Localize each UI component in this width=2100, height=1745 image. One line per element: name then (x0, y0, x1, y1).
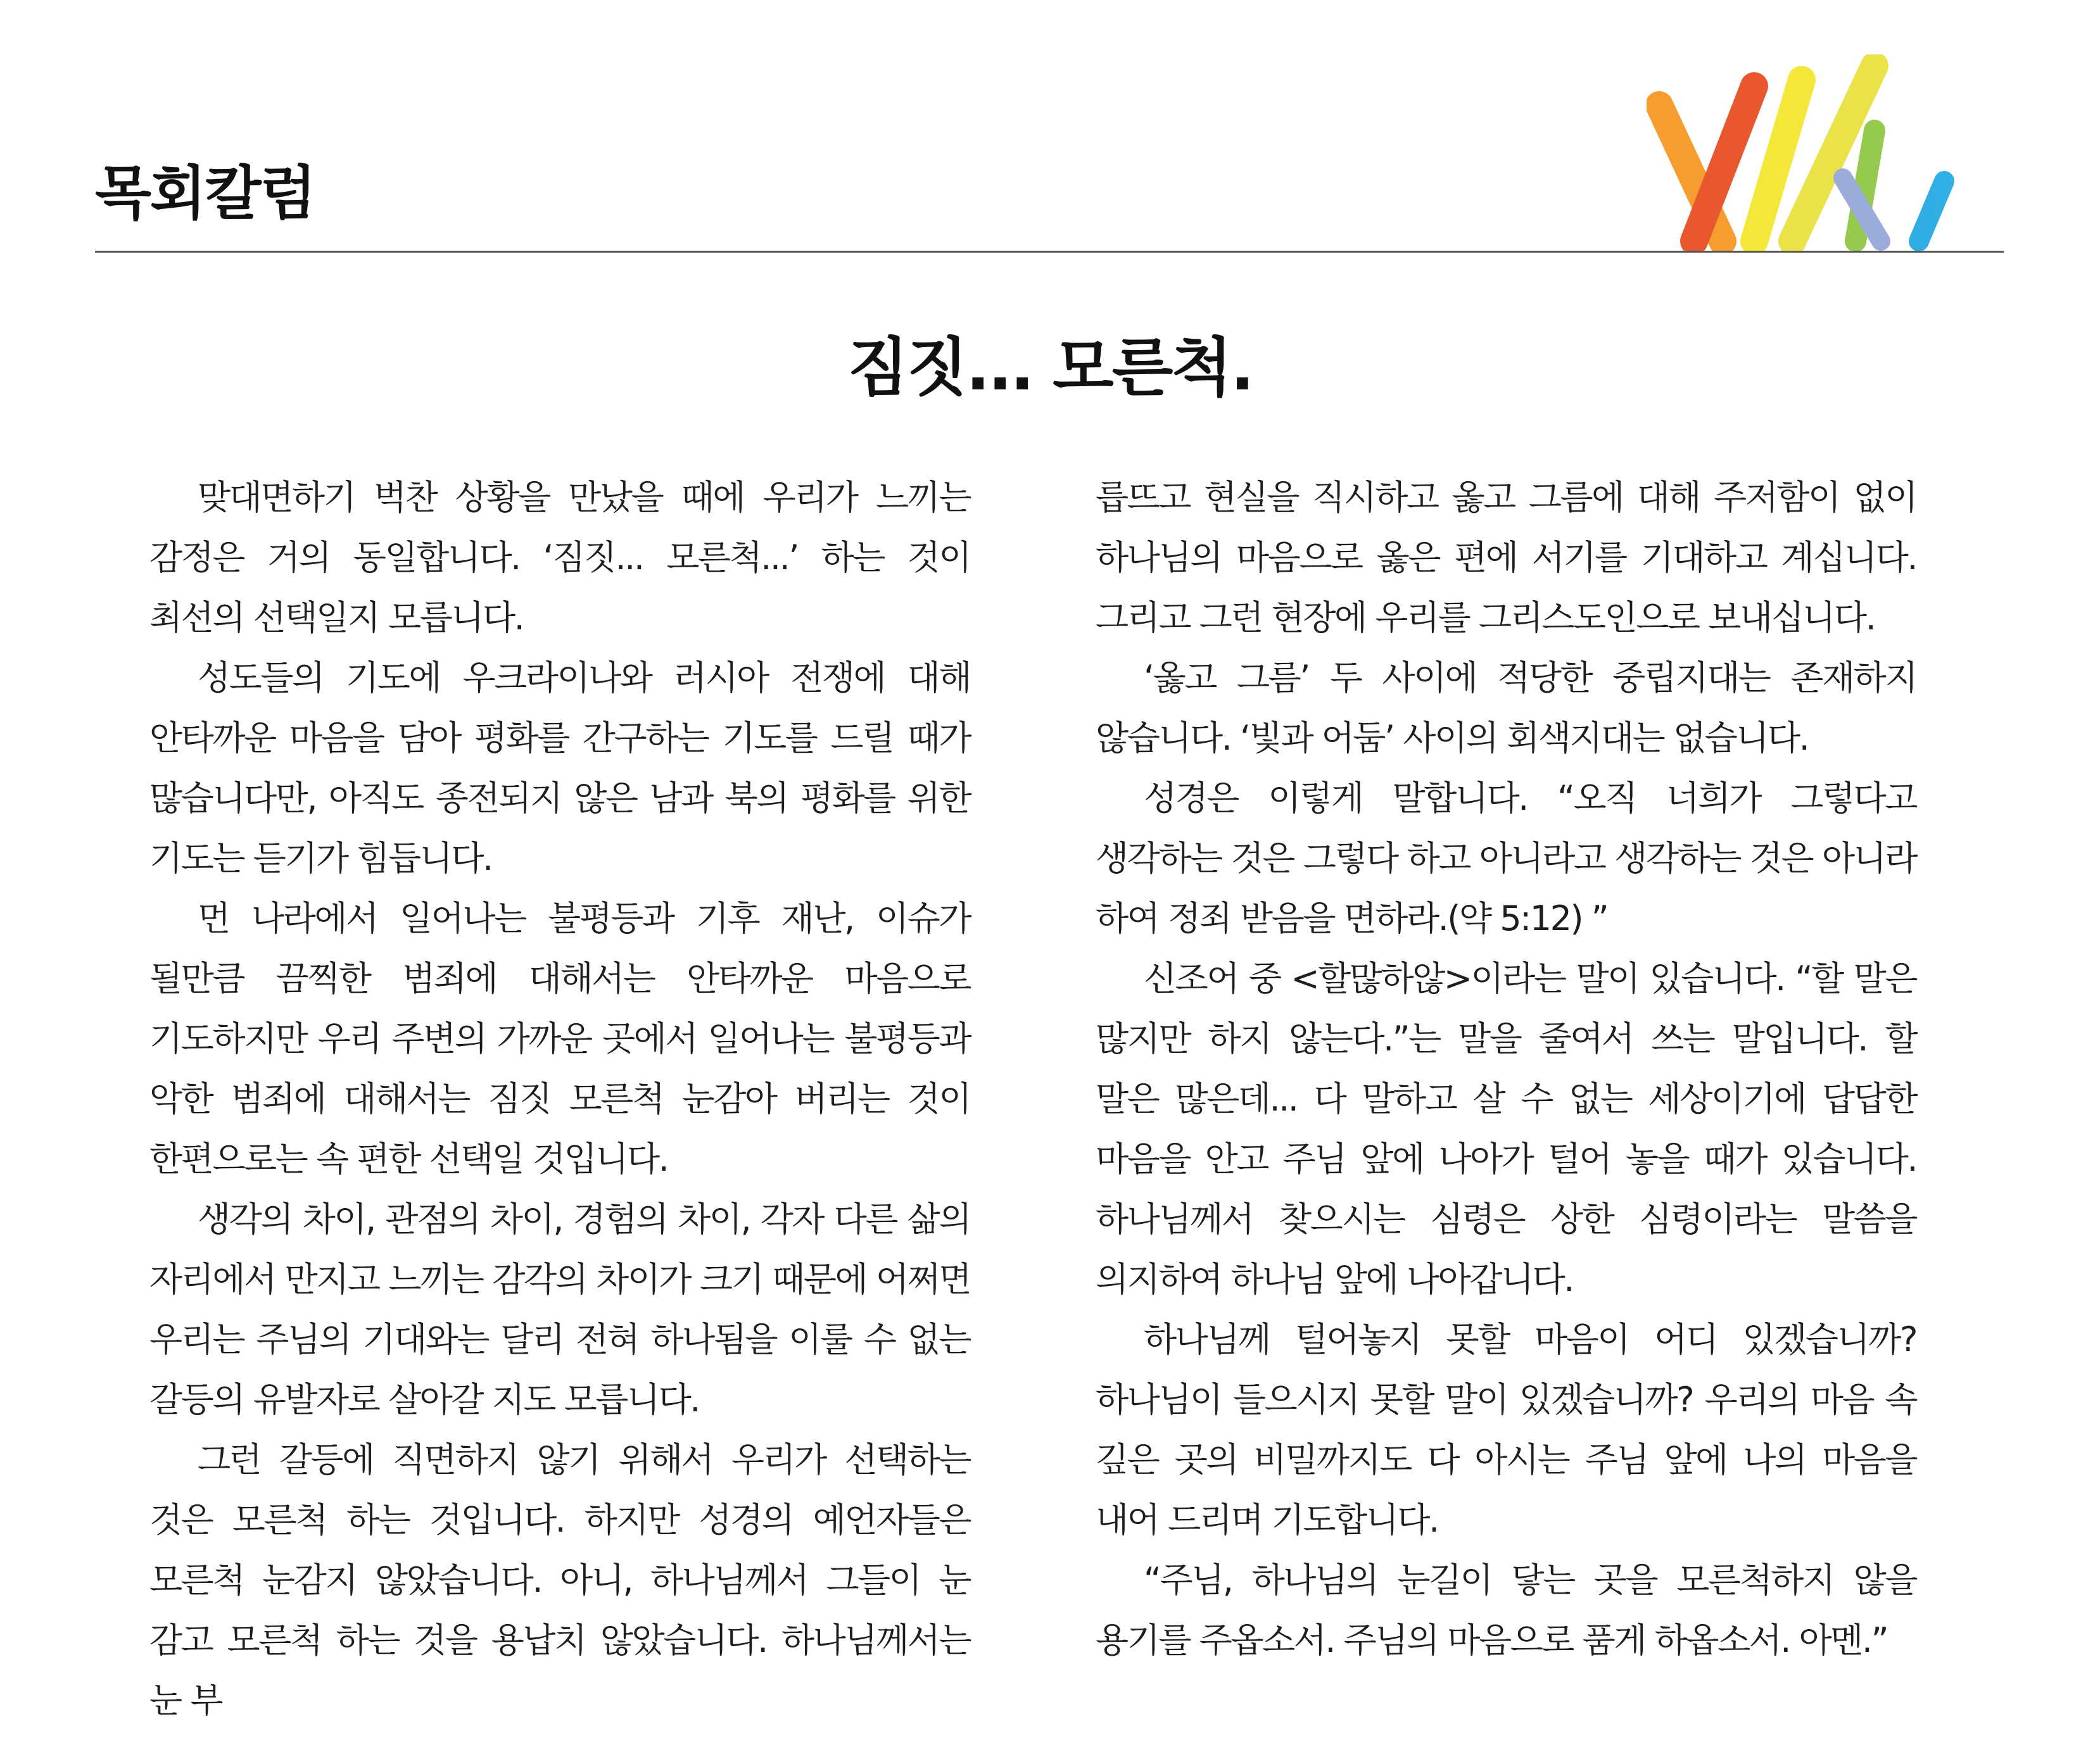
right-column (1096, 467, 1916, 1670)
section-label: 목회칼럼 (95, 160, 315, 227)
paragraph: 성경은 이렇게 말합니다. “오직 너희가 그렇다고 생각하는 것은 그렇다 하고 아니라고 생각하는 것은 아니라 하여 정죄 받음을 면하라.(약 5:12) ” (1096, 778, 1916, 938)
left-column (149, 467, 970, 1730)
paragraph: 하나님께 털어놓지 못할 마음이 어디 있겠습니까? 하나님이 들으시지 못할 말이 있겠습니까? 우리의 마음 속 깊은 곳의 비밀까지도 다 아시는 주님 앞에 나의 마음을 내어 드리며 기도합니다. (1096, 1320, 1916, 1540)
paragraph: 생각의 차이, 관점의 차이, 경험의 차이, 각자 다른 삶의 자리에서 만지고 느끼는 감각의 차이가 크기 때문에 어쩌면 우리는 주님의 기대와는 달리 전혀 하나됨을 이룰 수 없는 갈등의 유발자로 살아갈 지도 모릅니다. (149, 1199, 970, 1420)
article-title: 짐짓... 모른척. (847, 331, 1253, 405)
paragraph: ‘옳고 그름’ 두 사이에 적당한 중립지대는 존재하지 않습니다. ‘빛과 어둠’ 사이의 회색지대는 없습니다. (1096, 658, 1916, 758)
paragraph: 맞대면하기 벅찬 상황을 만났을 때에 우리가 느끼는 감정은 거의 동일합니다. ‘짐짓... 모른척...’ 하는 것이 최선의 선택일지 모릅니다. (149, 477, 970, 638)
paragraph: 성도들의 기도에 우크라이나와 러시아 전쟁에 대해 안타까운 마음을 담아 평화를 간구하는 기도를 드릴 때가 많습니다만, 아직도 종전되지 않은 남과 북의 평화를 위한 기도는 듣기가 힘듭니다. (149, 658, 970, 878)
ymj-logo-icon (1647, 54, 1963, 251)
paragraph-continuation: 릅뜨고 현실을 직시하고 옳고 그름에 대해 주저함이 없이 하나님의 마음으로 옳은 편에 서기를 기대하고 계십니다. 그리고 그런 현장에 우리를 그리스도인으로 보내십니다. (1096, 477, 1916, 638)
logo-stroke-blue (1919, 181, 1944, 241)
paragraph: 신조어 중 <할많하않>이라는 말이 있습니다. “할 말은 많지만 하지 않는다.”는 말을 줄여서 쓰는 말입니다. 할 말은 많은데... 다 말하고 살 수 없는 세상이기에 답답한 마음을 안고 주님 앞에 나아가 털어 놓을 때가 있습니다. 하나님께서 찾으시는 심령은 상한 심령이라는 말씀을 의지하여 하나님 앞에 나아갑니다. (1096, 959, 1916, 1299)
paragraph: “주님, 하나님의 눈길이 닿는 곳을 모른척하지 않을 용기를 주옵소서. 주님의 마음으로 품게 하옵소서. 아멘.” (1096, 1560, 1916, 1660)
paragraph: 먼 나라에서 일어나는 불평등과 기후 재난, 이슈가 될만큼 끔찍한 범죄에 대해서는 안타까운 마음으로 기도하지만 우리 주변의 가까운 곳에서 일어나는 불평등과 악한 범죄에 대해서는 짐짓 모른척 눈감아 버리는 것이 한편으로는 속 편한 선택일 것입니다. (149, 898, 970, 1179)
header-divider (95, 251, 2004, 253)
paragraph: 그런 갈등에 직면하지 않기 위해서 우리가 선택하는 것은 모른척 하는 것입니다. 하지만 성경의 예언자들은 모른척 눈감지 않았습니다. 아니, 하나님께서 그들이 눈 감고 모른척 하는 것을 용납치 않았습니다. 하나님께서는 눈 부 (149, 1440, 970, 1720)
